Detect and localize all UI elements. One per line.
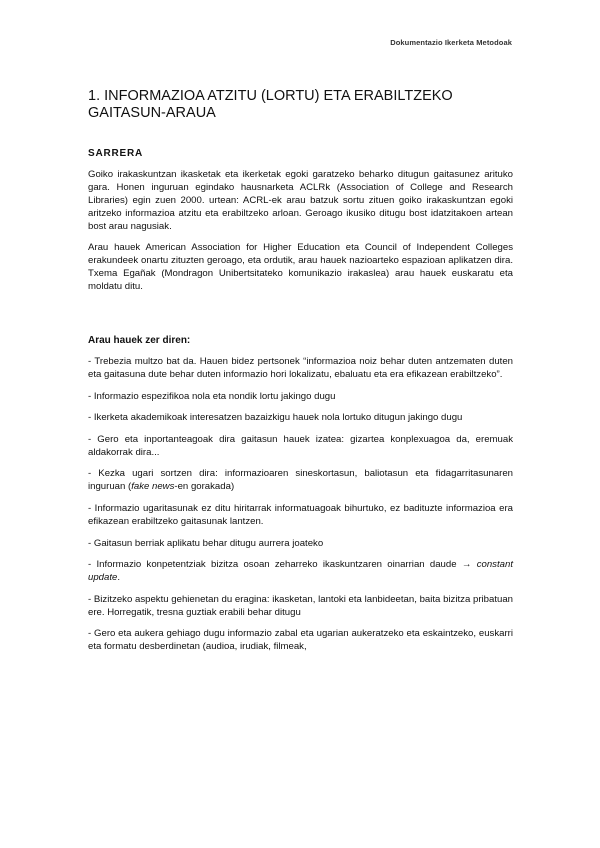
chapter-title: 1. INFORMAZIOA ATZITU (LORTU) ETA ERABILTZEKO GAITASUN-ARAUA bbox=[88, 88, 453, 121]
section-heading-sarrera: SARRERA bbox=[88, 148, 144, 159]
list-item-text: - Gero eta aukera gehiago dugu informazio zabal eta ugarian aukeratzeko eta eskaintzeko, euskarri eta formatu desberdinetan (audioa, irudiak, filmeak, bbox=[88, 628, 513, 653]
list-item-text-after: . bbox=[117, 572, 121, 584]
intro-paragraph-1: Goiko irakaskuntzan ikasketak eta ikerketak egoki garatzeko beharko ditugun gaitasunez arituko gara. Honen inguruan egindako hausnarketa ACLRk (Association of College and Research Libraries) egin zuen 2000. urtean: ACRL-ek arau batzuk sortu zituen goiko irakaskuntzan egoki aritzeko informazioa atzitu eta erabiltzeko arloan. Geroago ikusiko ditugu bost idatzitakoen artean bost arau nagusiak. bbox=[88, 169, 513, 232]
list-item bbox=[88, 627, 513, 653]
list-item bbox=[88, 411, 513, 424]
running-header: Dokumentazio Ikerketa Metodoak bbox=[390, 38, 512, 47]
list-item bbox=[88, 467, 513, 493]
subsection-heading-rules: Arau hauek zer diren: bbox=[88, 335, 191, 346]
list-item-text: - Gaitasun berriak aplikatu behar ditugu aurrera joateko bbox=[88, 537, 324, 549]
intro-paragraph-2: Arau hauek American Association for Higher Education eta Council of Independent Colleges erakundeek onartu zituzten geroago, eta ordutik, arau hauek nazioarteko espazioan aplikatzen dira. Txema Egañak (Mondragon Unibertsitateko komunikazio irakaslea) arau hauek euskaratu eta moldatu ditu. bbox=[88, 242, 513, 292]
rules-list bbox=[88, 355, 513, 662]
list-item-italic: fake news bbox=[131, 481, 175, 493]
list-item-text: - Informazio ugaritasunak ez ditu hiritarrak informatuagoak bihurtuko, ez badituzte informazioa era efikazean erabiltzeko gaitasunak lantzen. bbox=[88, 502, 513, 527]
list-item bbox=[88, 593, 513, 619]
list-item-text: - Gero eta inportanteagoak dira gaitasun hauek izatea: gizartea konplexuagoa da, eremuak aldakorrak dira... bbox=[88, 433, 513, 458]
list-item-text: - Kezka ugari sortzen dira: informazioaren sineskortasun, baliotasun eta fidagarritasunaren inguruan ( bbox=[88, 468, 513, 493]
list-item bbox=[88, 355, 513, 381]
list-item-text: - Informazio konpetentziak bizitza osoan zeharreko ikaskuntzaren oinarrian daude → bbox=[88, 559, 477, 571]
intro-section bbox=[88, 168, 513, 301]
list-item-text-after: -en gorakada) bbox=[174, 481, 235, 493]
list-item bbox=[88, 390, 513, 403]
list-item-text: - Ikerketa akademikoak interesatzen bazaizkigu hauek nola lortuko ditugun jakingo dugu bbox=[88, 412, 463, 424]
list-item bbox=[88, 537, 513, 550]
list-item bbox=[88, 502, 513, 528]
list-item bbox=[88, 558, 513, 584]
list-item-text: - Bizitzeko aspektu gehienetan du eragina: ikasketan, lantoki eta lanbideetan, baita bizitza pribatuan ere. Horregatik, tresna guztiak erabili behar ditugu bbox=[88, 593, 513, 618]
list-item bbox=[88, 433, 513, 459]
list-item-italic: constant update bbox=[88, 559, 513, 584]
list-item-text: - Trebezia multzo bat da. Hauen bidez pertsonek “informazioa noiz behar duten antzematen duten eta gaitasuna dute behar duten informazio hori lokalizatu, ebaluatu eta era efikazean erabiltzeko”. bbox=[88, 356, 513, 380]
list-item-text: - Informazio espezifikoa nola eta nondik lortu jakingo dugu bbox=[88, 390, 336, 402]
